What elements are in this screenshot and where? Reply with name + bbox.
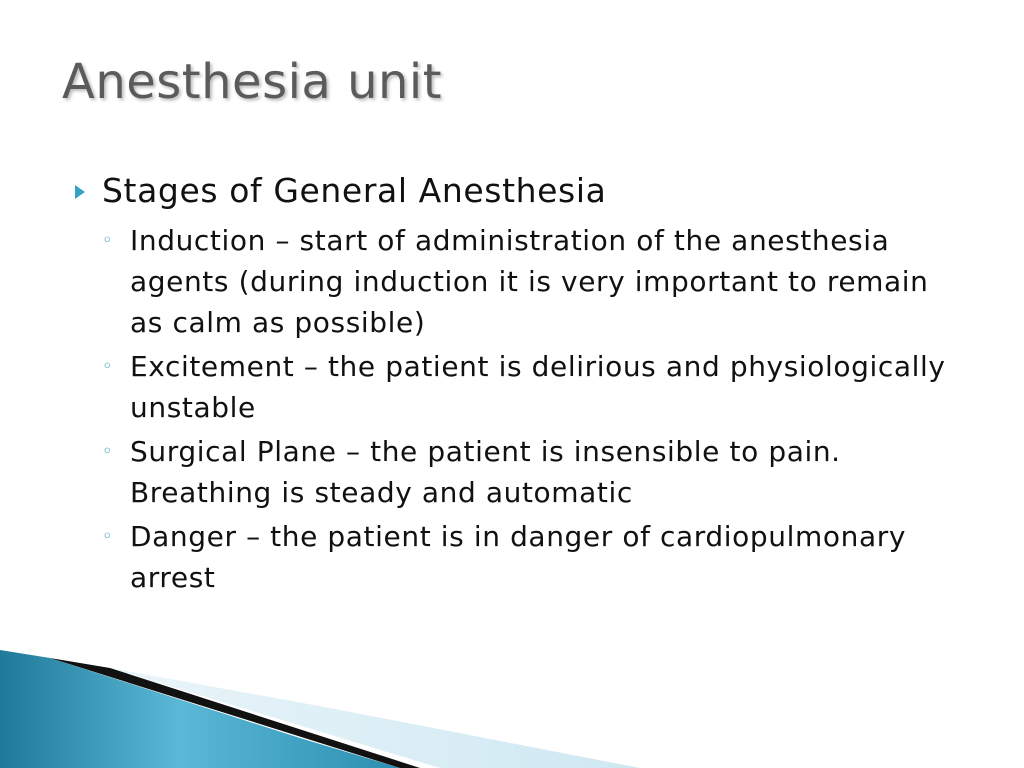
- circle-bullet-icon: ◦: [102, 526, 113, 547]
- slide-title: Anesthesia unit: [62, 54, 443, 110]
- list-item: [74, 220, 974, 343]
- triangle-right-icon: [74, 170, 102, 200]
- list-item: [74, 516, 974, 598]
- list-item: [74, 346, 974, 428]
- sub-bullet-list: [74, 220, 974, 598]
- decorative-wave-graphic: [0, 638, 1024, 768]
- sub-point-text: Surgical Plane – the patient is insensible to pain. Breathing is steady and automatic: [130, 435, 841, 509]
- circle-bullet-icon: ◦: [102, 230, 113, 251]
- sub-point-text: Induction – start of administration of the anesthesia agents (during induction it is very important to remain as calm as possible): [130, 224, 929, 339]
- main-point-text: Stages of General Anesthesia: [102, 171, 607, 210]
- sub-point-text: Danger – the patient is in danger of cardiopulmonary arrest: [130, 520, 906, 594]
- slide-content: [74, 170, 974, 601]
- main-bullet-point: [74, 170, 974, 212]
- circle-bullet-icon: ◦: [102, 356, 113, 377]
- circle-bullet-icon: ◦: [102, 441, 113, 462]
- list-item: [74, 431, 974, 513]
- sub-point-text: Excitement – the patient is delirious and physiologically unstable: [130, 350, 946, 424]
